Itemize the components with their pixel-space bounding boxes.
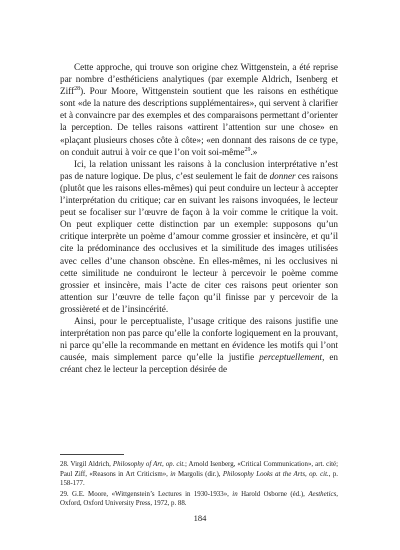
footnote-ref: 28 xyxy=(74,86,81,93)
footnote-ref: 29 xyxy=(244,146,251,153)
footnotes xyxy=(60,460,338,510)
paragraph xyxy=(60,158,338,315)
text-run: 29. G.E. Moore, «Wittgenstein’s Lectures in 1930-1933», xyxy=(60,490,233,498)
text-run: Ici, la relation unissant les raisons à la conclusion interprétative n’est pas de nature logique. De plus, c’est seulement le fait de xyxy=(60,158,338,181)
text-run: , Oxford, Oxford University Press, 1972, p. 88. xyxy=(60,490,338,508)
text-run: Margolis (dir.), xyxy=(175,470,223,478)
text-run: ces raisons (plutôt que les raisons elles-mêmes) qui peut conduire un lecteur à accepter l’interprétation du critique; car en suivant les raisons invoquées, le lecteur peut se focaliser sur l’œuvre de façon à la voir comme le critique la voit. On peut expliquer cette distinction par un exemple: supposons qu’un critique interprète un poème d’amour comme grossier et insincère, et qu’il cite la prédominance des occlusives et la similitude des images utilisées avec celles d’une chanson obscène. En elles-mêmes, ni les occlusives ni cette similitude ne conduiront le lecteur à percevoir le poème comme grossier et insincère, mais l’acte de citer ces raisons peut orienter son attention sur l’œuvre de telle façon qu’il finisse par y percevoir de la grossièreté et de l’insincérité. xyxy=(60,170,338,314)
footnote-separator xyxy=(60,454,124,455)
text-run: .» xyxy=(250,146,258,157)
body-text xyxy=(60,61,338,375)
footnote xyxy=(60,490,338,509)
italic-text: donner xyxy=(269,170,296,181)
text-run: Cette approche, qui trouve son origine chez Wittgenstein, a été reprise par nombre d’esthéticiens analytiques (par exemple Aldrich, Isenberg et Ziff xyxy=(60,62,338,97)
text-run: , p. 158-177. xyxy=(60,470,338,488)
italic-text: perceptuellement xyxy=(259,352,323,363)
footnote xyxy=(60,460,338,489)
text-run: ; Arnold Isenberg, «Critical Communication», art. cité; Paul Ziff, «Reasons in Art Criticism», xyxy=(60,461,339,478)
text-run: 28. Virgil Aldrich, xyxy=(60,461,113,468)
paragraph xyxy=(60,315,338,375)
text-run: ). Pour Moore, Wittgenstein soutient que les raisons en esthétique sont «de la nature des descriptions supplémentaires», qui servent à clarifier et à convaincre par des exemples et des comparaisons permettant d’orienter la perception. De telles raisons «attirent l’attention sur une chose» en «plaçant plusieurs choses côte à côte»; «en donnant des raisons de ce type, on conduit autrui à voir ce que l’on voit soi-même xyxy=(60,86,338,157)
italic-text: in xyxy=(170,470,176,478)
italic-text: Aesthetics xyxy=(308,490,337,498)
italic-text: Philosophy of Art, op. cit. xyxy=(112,461,185,468)
italic-text: Philosophy Looks at the Arts, op. cit. xyxy=(222,470,329,478)
text-run: Ainsi, pour le perceptualiste, l’usage critique des raisons justifie une interprétation non pas parce qu’elle la conforte logiquement en la prouvant, ni parce qu’elle la recommande en mettant en évidence les motifs qui l’ont causée, mais simplement parce qu’elle la justifie xyxy=(60,315,338,363)
italic-text: in xyxy=(232,490,238,498)
text-run: , en créant chez le lecteur la perception désirée de xyxy=(60,352,339,375)
text-run: Harold Osborne (éd.), xyxy=(237,490,309,498)
page-number: 184 xyxy=(193,513,207,523)
paragraph xyxy=(60,61,338,158)
